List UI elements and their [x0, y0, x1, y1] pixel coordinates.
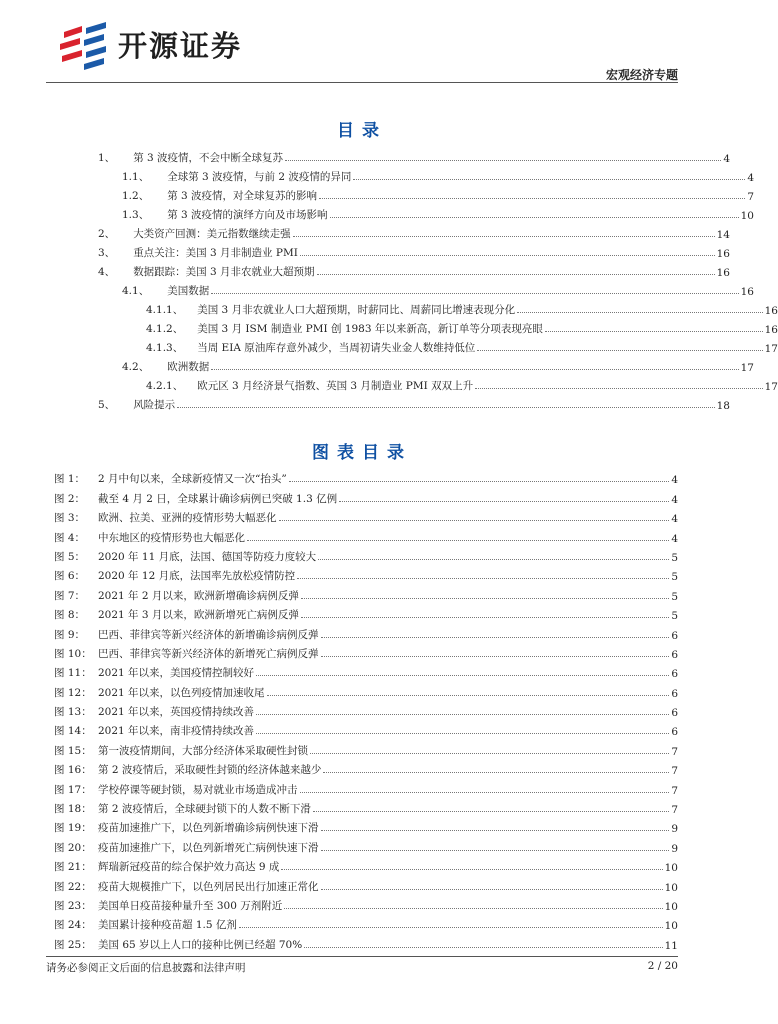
entry-title: 美国累计接种疫苗超 1.5 亿剂 — [98, 919, 237, 932]
entry-number: 4.1.1、 — [146, 304, 184, 316]
entry-page: 16 — [764, 324, 778, 336]
entry-page: 4 — [671, 513, 678, 526]
entry-number: 图 6： — [54, 570, 86, 583]
page-number: 2 / 20 — [647, 960, 678, 972]
entry-title: 疫苗加速推广下，以色列新增确诊病例快速下滑 — [98, 822, 319, 835]
entry-title: 欧洲数据 — [167, 361, 210, 373]
dot-leader — [279, 520, 670, 521]
dot-leader — [239, 927, 663, 928]
entry-number: 图 25： — [54, 938, 92, 951]
figure-entry[interactable] — [46, 835, 678, 854]
entry-page: 4 — [723, 153, 730, 165]
logo-mark-icon — [60, 22, 112, 70]
entry-number: 1.1、 — [122, 171, 150, 183]
entry-title: 第一波疫情期间，大部分经济体采取硬性封锁 — [98, 744, 308, 757]
entry-page: 7 — [747, 191, 754, 203]
entry-title: 2020 年 12 月底，法国率先放松疫情防控 — [98, 570, 296, 583]
entry-title: 第 3 波疫情的演绎方向及市场影响 — [167, 209, 328, 221]
dot-leader — [300, 792, 670, 793]
dot-leader — [310, 753, 669, 754]
entry-number: 图 19： — [54, 822, 92, 835]
entry-title: 疫苗加速推广下，以色列新增死亡病例快速下滑 — [98, 841, 319, 854]
dot-leader — [330, 217, 739, 218]
entry-number: 图 20： — [54, 841, 92, 854]
dot-leader — [545, 331, 763, 332]
dot-leader — [353, 179, 745, 180]
entry-number: 图 23： — [54, 899, 92, 912]
footer-disclaimer: 请务必参阅正文后面的信息披露和法律声明 — [46, 962, 246, 974]
figure-entry[interactable] — [46, 564, 678, 583]
toc-entry[interactable] — [92, 393, 730, 412]
toc-entry[interactable] — [92, 374, 778, 393]
dot-leader — [321, 637, 670, 638]
dot-leader — [247, 540, 669, 541]
entry-title: 辉瑞新冠疫苗的综合保护效力高达 9 成 — [98, 861, 280, 874]
entry-page: 11 — [664, 939, 678, 952]
dot-leader — [475, 388, 763, 389]
page-header — [0, 0, 724, 80]
brand-name: 开源证券 — [118, 29, 243, 63]
dot-leader — [517, 312, 763, 313]
company-logo — [60, 22, 270, 72]
entry-number: 4.1.3、 — [146, 342, 184, 354]
figure-entry[interactable] — [46, 486, 678, 505]
entry-title: 2021 年以来，南非疫情持续改善 — [98, 725, 255, 738]
entry-title: 当周 EIA 原油库存意外减少，当周初请失业金人数维持低位 — [197, 342, 476, 354]
figure-entry[interactable] — [46, 874, 678, 893]
figure-entry[interactable] — [46, 855, 678, 874]
figure-entry[interactable] — [46, 622, 678, 641]
entry-title: 第 3 波疫情，不会中断全球复苏 — [133, 152, 284, 164]
entry-page: 16 — [740, 286, 754, 298]
entry-page: 7 — [671, 765, 678, 778]
dot-leader — [339, 501, 669, 502]
figure-entry[interactable] — [46, 680, 678, 699]
entry-number: 图 9： — [54, 628, 86, 641]
entry-page: 17 — [764, 343, 778, 355]
entry-page: 16 — [716, 248, 730, 260]
entry-page: 5 — [671, 571, 678, 584]
entry-number: 图 11： — [54, 667, 92, 680]
entry-title: 巴西、菲律宾等新兴经济体的新增死亡病例反弹 — [98, 647, 319, 660]
entry-number: 图 7： — [54, 589, 86, 602]
toc-entry[interactable] — [92, 279, 754, 298]
entry-page: 6 — [671, 668, 678, 681]
entry-page: 6 — [671, 629, 678, 642]
entry-page: 4 — [747, 172, 754, 184]
entry-page: 10 — [740, 210, 754, 222]
figure-entry[interactable] — [46, 816, 678, 835]
entry-title: 2021 年以来，美国疫情控制较好 — [98, 667, 255, 680]
dot-leader — [256, 733, 669, 734]
toc-entry[interactable] — [92, 317, 778, 336]
entry-page: 18 — [716, 400, 730, 412]
entry-title: 美国 3 月非农就业人口大超预期，时薪同比、周薪同比增速表现分化 — [197, 304, 516, 316]
figure-entry[interactable] — [46, 758, 678, 777]
dot-leader — [321, 889, 663, 890]
entry-title: 2 月中旬以来，全球新疫情又一次“抬头” — [98, 473, 287, 486]
entry-number: 图 21： — [54, 861, 92, 874]
entry-page: 7 — [671, 745, 678, 758]
entry-title: 数据跟踪：美国 3 月非农就业大超预期 — [133, 266, 315, 278]
entry-title: 疫苗大规模推广下，以色列居民出行加速正常化 — [98, 880, 319, 893]
entry-title: 欧元区 3 月经济景气指数、英国 3 月制造业 PMI 双双上升 — [197, 380, 474, 392]
entry-number: 图 14： — [54, 725, 92, 738]
figure-entry[interactable] — [46, 932, 678, 951]
toc-entry[interactable] — [92, 222, 730, 241]
toc-entry[interactable] — [92, 184, 754, 203]
report-type: 宏观经济专题 — [605, 68, 678, 82]
toc-entry[interactable] — [92, 336, 778, 355]
entry-number: 图 24： — [54, 919, 92, 932]
header-divider — [46, 82, 678, 83]
dot-leader — [301, 598, 669, 599]
toc-entry[interactable] — [92, 298, 778, 317]
figure-entry[interactable] — [46, 642, 678, 661]
toc-entry[interactable] — [92, 241, 730, 260]
entry-number: 图 10： — [54, 647, 92, 660]
toc-entry[interactable] — [92, 165, 754, 184]
entry-number: 图 8： — [54, 609, 86, 622]
entry-title: 2021 年以来，英国疫情持续改善 — [98, 706, 255, 719]
entry-number: 图 5： — [54, 550, 86, 563]
dot-leader — [317, 274, 715, 275]
entry-title: 美国 3 月 ISM 制造业 PMI 创 1983 年以来新高，新订单等分项表现亮眼 — [197, 323, 543, 335]
entry-title: 美国 65 岁以上人口的接种比例已经超 70% — [98, 938, 303, 951]
figure-entry[interactable] — [46, 603, 678, 622]
entry-page: 6 — [671, 726, 678, 739]
dot-leader — [281, 869, 662, 870]
entry-number: 图 18： — [54, 803, 92, 816]
figure-entry[interactable] — [46, 661, 678, 680]
entry-number: 4.1、 — [122, 285, 150, 297]
dot-leader — [313, 811, 669, 812]
figure-entry[interactable] — [46, 506, 678, 525]
dot-leader — [284, 908, 662, 909]
entry-page: 9 — [671, 842, 678, 855]
dot-leader — [267, 695, 670, 696]
entry-number: 4.1.2、 — [146, 323, 184, 335]
entry-number: 图 16： — [54, 764, 92, 777]
entry-page: 7 — [671, 804, 678, 817]
footer-divider — [46, 956, 678, 957]
dot-leader — [477, 350, 762, 351]
dot-leader — [256, 675, 669, 676]
dot-leader — [321, 656, 670, 657]
entry-page: 14 — [716, 229, 730, 241]
entry-number: 1、 — [98, 152, 116, 164]
entry-page: 17 — [740, 362, 754, 374]
entry-page: 4 — [671, 474, 678, 487]
entry-number: 图 2： — [54, 492, 86, 505]
entry-page: 10 — [664, 900, 678, 913]
dot-leader — [321, 830, 670, 831]
entry-number: 图 17： — [54, 783, 92, 796]
entry-page: 4 — [671, 493, 678, 506]
entry-number: 1.2、 — [122, 190, 150, 202]
entry-title: 重点关注：美国 3 月非制造业 PMI — [133, 247, 298, 259]
entry-title: 2021 年 2 月以来，欧洲新增确诊病例反弹 — [98, 589, 299, 602]
figures-title: 图表目录 — [312, 443, 412, 463]
dot-leader — [211, 369, 738, 370]
dot-leader — [304, 947, 662, 948]
entry-page: 6 — [671, 687, 678, 700]
figure-entry[interactable] — [46, 583, 678, 602]
entry-page: 16 — [764, 305, 778, 317]
dot-leader — [301, 617, 669, 618]
entry-page: 4 — [671, 532, 678, 545]
entry-number: 3、 — [98, 247, 116, 259]
toc-entry[interactable] — [92, 203, 754, 222]
table-of-contents — [46, 146, 778, 412]
entry-number: 2、 — [98, 228, 116, 240]
entry-title: 中东地区的疫情形势也大幅恶化 — [98, 531, 245, 544]
toc-title: 目录 — [337, 121, 387, 141]
entry-title: 学校停课等硬封锁，易对就业市场造成冲击 — [98, 783, 298, 796]
entry-page: 10 — [664, 881, 678, 894]
entry-title: 2021 年 3 月以来，欧洲新增死亡病例反弹 — [98, 609, 299, 622]
entry-title: 美国单日疫苗接种量升至 300 万剂附近 — [98, 899, 283, 912]
figure-entry[interactable] — [46, 738, 678, 757]
entry-page: 6 — [671, 707, 678, 720]
figure-entry[interactable] — [46, 545, 678, 564]
figure-entry[interactable] — [46, 719, 678, 738]
entry-number: 图 13： — [54, 706, 92, 719]
entry-number: 图 4： — [54, 531, 86, 544]
entry-number: 图 3： — [54, 512, 86, 525]
figure-entry[interactable] — [46, 525, 678, 544]
figure-entry[interactable] — [46, 777, 678, 796]
entry-page: 16 — [716, 267, 730, 279]
entry-title: 风险提示 — [133, 399, 176, 411]
entry-title: 截至 4 月 2 日，全球累计确诊病例已突破 1.3 亿例 — [98, 492, 338, 505]
figure-entry[interactable] — [46, 467, 678, 486]
entry-title: 欧洲、拉美、亚洲的疫情形势大幅恶化 — [98, 512, 277, 525]
entry-title: 大类资产回测：美元指数继续走强 — [133, 228, 291, 240]
entry-number: 4.2.1、 — [146, 380, 184, 392]
entry-title: 第 2 波疫情后，采取硬性封锁的经济体越来越少 — [98, 764, 322, 777]
dot-leader — [285, 160, 721, 161]
dot-leader — [300, 255, 715, 256]
entry-title: 2021 年以来，以色列疫情加速收尾 — [98, 686, 265, 699]
entry-page: 5 — [671, 610, 678, 623]
entry-page: 6 — [671, 648, 678, 661]
entry-title: 美国数据 — [167, 285, 210, 297]
entry-number: 图 1： — [54, 473, 86, 486]
toc-entry[interactable] — [92, 146, 730, 165]
figure-entry[interactable] — [46, 797, 678, 816]
dot-leader — [293, 236, 715, 237]
entry-number: 图 22： — [54, 880, 92, 893]
entry-number: 4、 — [98, 266, 116, 278]
toc-entry[interactable] — [92, 260, 730, 279]
entry-title: 巴西、菲律宾等新兴经济体的新增确诊病例反弹 — [98, 628, 319, 641]
dot-leader — [297, 578, 669, 579]
toc-entry[interactable] — [92, 355, 754, 374]
dot-leader — [211, 293, 738, 294]
figure-entry[interactable] — [46, 700, 678, 719]
entry-number: 4.2、 — [122, 361, 150, 373]
dot-leader — [177, 407, 714, 408]
entry-title: 全球第 3 波疫情，与前 2 波疫情的异同 — [167, 171, 352, 183]
entry-number: 图 15： — [54, 744, 92, 757]
dot-leader — [319, 198, 745, 199]
entry-page: 10 — [664, 862, 678, 875]
figure-entry[interactable] — [46, 913, 678, 932]
entry-title: 2020 年 11 月底，法国、德国等防疫力度较大 — [98, 550, 317, 563]
entry-page: 10 — [664, 920, 678, 933]
dot-leader — [256, 714, 669, 715]
entry-title: 第 2 波疫情后，全球硬封锁下的人数不断下滑 — [98, 803, 311, 816]
figure-entry[interactable] — [46, 894, 678, 913]
entry-page: 5 — [671, 590, 678, 603]
entry-number: 5、 — [98, 399, 116, 411]
entry-page: 5 — [671, 551, 678, 564]
entry-page: 7 — [671, 784, 678, 797]
entry-page: 17 — [764, 381, 778, 393]
entry-number: 图 12： — [54, 686, 92, 699]
dot-leader — [289, 481, 670, 482]
dot-leader — [323, 772, 669, 773]
entry-number: 1.3、 — [122, 209, 150, 221]
dot-leader — [318, 559, 669, 560]
entry-title: 第 3 波疫情，对全球复苏的影响 — [167, 190, 318, 202]
entry-page: 9 — [671, 823, 678, 836]
figure-list — [46, 467, 678, 952]
dot-leader — [321, 850, 670, 851]
